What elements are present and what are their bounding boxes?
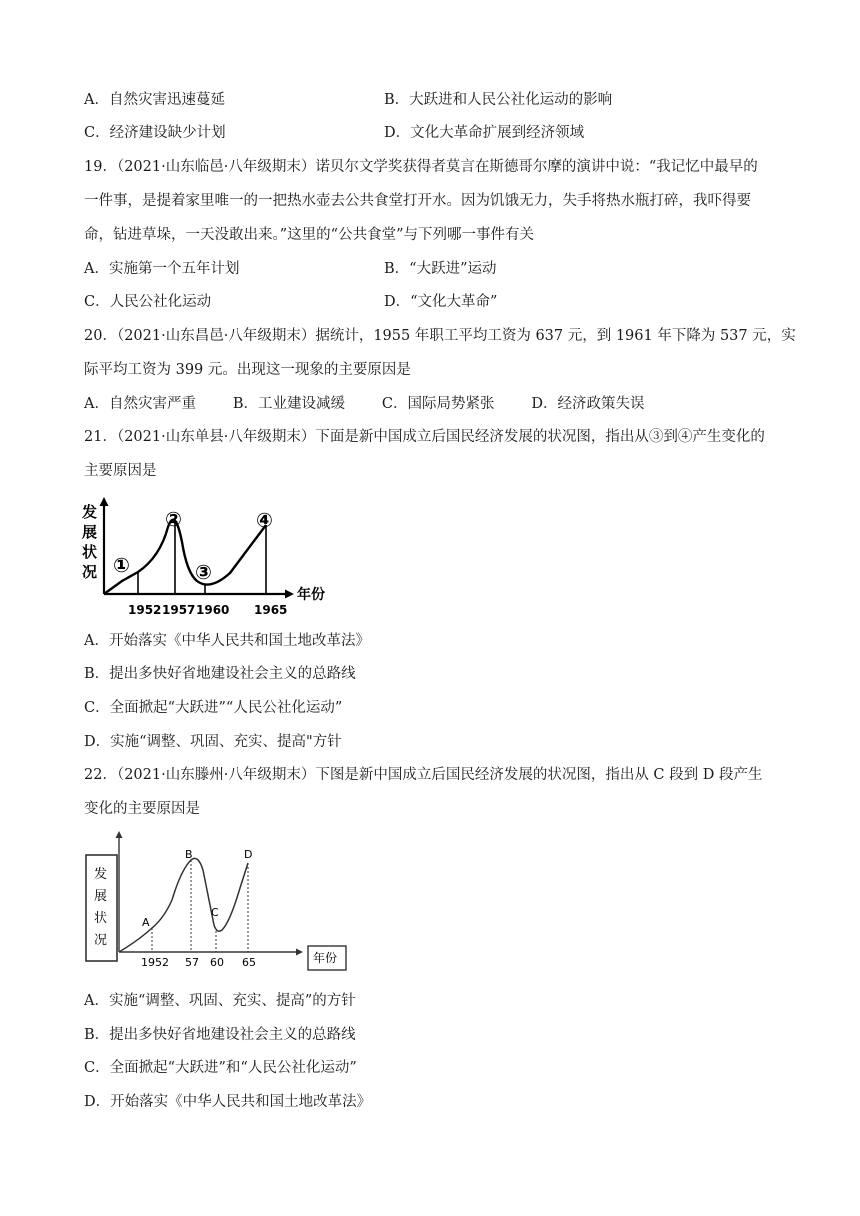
q21-option-c: C．全面掀起“大跃进”“人民公社化运动” (84, 700, 343, 716)
q21-x-tick: 1960 (196, 603, 230, 617)
q22-option-d: D．开始落实《中华人民共和国土地改革法》 (84, 1094, 372, 1110)
q21-ylabel-char: 发 (82, 503, 98, 521)
q22-ylabel-char: 状 (94, 911, 108, 926)
q19-stem-line-1: 19．（2021·山东临邑·八年级期末）诺贝尔文学奖获得者莫言在斯德哥尔摩的演讲中说：“我记忆中最早的 (84, 159, 758, 175)
q22-ylabel-char: 展 (94, 889, 108, 904)
q19-option-d: D．“文化大革命” (384, 294, 498, 310)
q22-curve (119, 858, 248, 952)
q22-x-axis-arrow (296, 949, 303, 956)
q22-point-label: D (244, 848, 253, 861)
q22-development-chart (84, 830, 354, 975)
q21-stem-line-2: 主要原因是 (84, 463, 157, 479)
q22-stem-line-1: 22．（2021·山东滕州·八年级期末）下图是新中国成立后国民经济发展的状况图，指出从 C 段到 D 段产生 (84, 767, 763, 783)
q22-x-tick: 60 (210, 956, 224, 969)
q22-y-axis-arrow (116, 831, 123, 838)
q22-xlabel: 年份 (313, 951, 338, 965)
q22-ylabel-char: 发 (94, 867, 108, 882)
q21-x-axis-arrow (285, 590, 294, 599)
q22-ylabel-char: 况 (94, 933, 108, 948)
q21-x-tick: 1965 (254, 603, 288, 617)
q22-x-tick: 57 (185, 956, 199, 969)
q21-ylabel-char: 展 (82, 523, 98, 541)
q21-ylabel-char: 状 (82, 543, 98, 561)
q22-x-tick: 65 (242, 956, 256, 969)
q22-point-label: B (185, 848, 193, 861)
q21-option-a: A．开始落实《中华人民共和国土地改革法》 (84, 633, 370, 649)
q19-option-b: B．“大跃进”运动 (384, 261, 497, 277)
q19-option-c: C．人民公社化运动 (84, 294, 212, 310)
q22-option-b: B．提出多快好省地建设社会主义的总路线 (84, 1027, 356, 1043)
q20-options: A．自然灾害严重 B．工业建设减缓 C．国际局势紧张 D．经济政策失误 (84, 396, 645, 412)
q21-option-b: B．提出多快好省地建设社会主义的总路线 (84, 666, 356, 682)
q21-option-d: D．实施“调整、巩固、充实、提高"方针 (84, 734, 342, 750)
q21-y-axis-arrow (100, 497, 109, 506)
q22-point-label: C (211, 906, 219, 919)
q18-option-a: A．自然灾害迅速蔓延 (84, 92, 225, 108)
q21-x-tick: 1957 (162, 603, 196, 617)
q19-stem-line-2: 一件事，是提着家里唯一的一把热水壶去公共食堂打开水。因为饥饿无力，失手将热水瓶打碎，我吓得要 (84, 193, 751, 209)
q21-point-marker: ④ (256, 508, 273, 532)
q21-point-marker: ① (113, 553, 130, 577)
q19-option-a: A．实施第一个五年计划 (84, 261, 240, 277)
q22-option-a: A．实施“调整、巩固、充实、提高”的方针 (84, 993, 356, 1009)
q20-stem-line-2: 际平均工资为 399 元。出现这一现象的主要原因是 (84, 362, 411, 378)
q22-stem-line-2: 变化的主要原因是 (84, 801, 200, 817)
q20-stem-line-1: 20．（2021·山东昌邑·八年级期末）据统计，1955 年职工平均工资为 637 元，到 1961 年下降为 537 元，实 (84, 328, 796, 344)
q21-development-chart (82, 497, 342, 622)
q22-x-tick: 1952 (141, 956, 169, 969)
q18-option-d: D．文化大革命扩展到经济领域 (384, 125, 585, 141)
q21-point-marker: ③ (195, 560, 212, 584)
q18-option-b: B．大跃进和人民公社化运动的影响 (384, 92, 613, 108)
q21-xlabel: 年份 (297, 587, 325, 603)
q19-stem-line-3: 命，钻进草垛，一天没敢出来。”这里的“公共食堂”与下列哪一事件有关 (84, 227, 534, 243)
q21-x-tick: 1952 (128, 603, 162, 617)
q21-ylabel-char: 况 (82, 563, 98, 581)
q22-option-c: C．全面掀起“大跃进”和“人民公社化运动” (84, 1060, 357, 1076)
q21-stem-line-1: 21．（2021·山东单县·八年级期末）下面是新中国成立后国民经济发展的状况图，指出从③到④产生变化的 (84, 429, 765, 445)
q21-point-marker: ② (165, 507, 182, 531)
q22-point-label: A (142, 916, 150, 929)
q18-option-c: C．经济建设缺少计划 (84, 125, 226, 141)
